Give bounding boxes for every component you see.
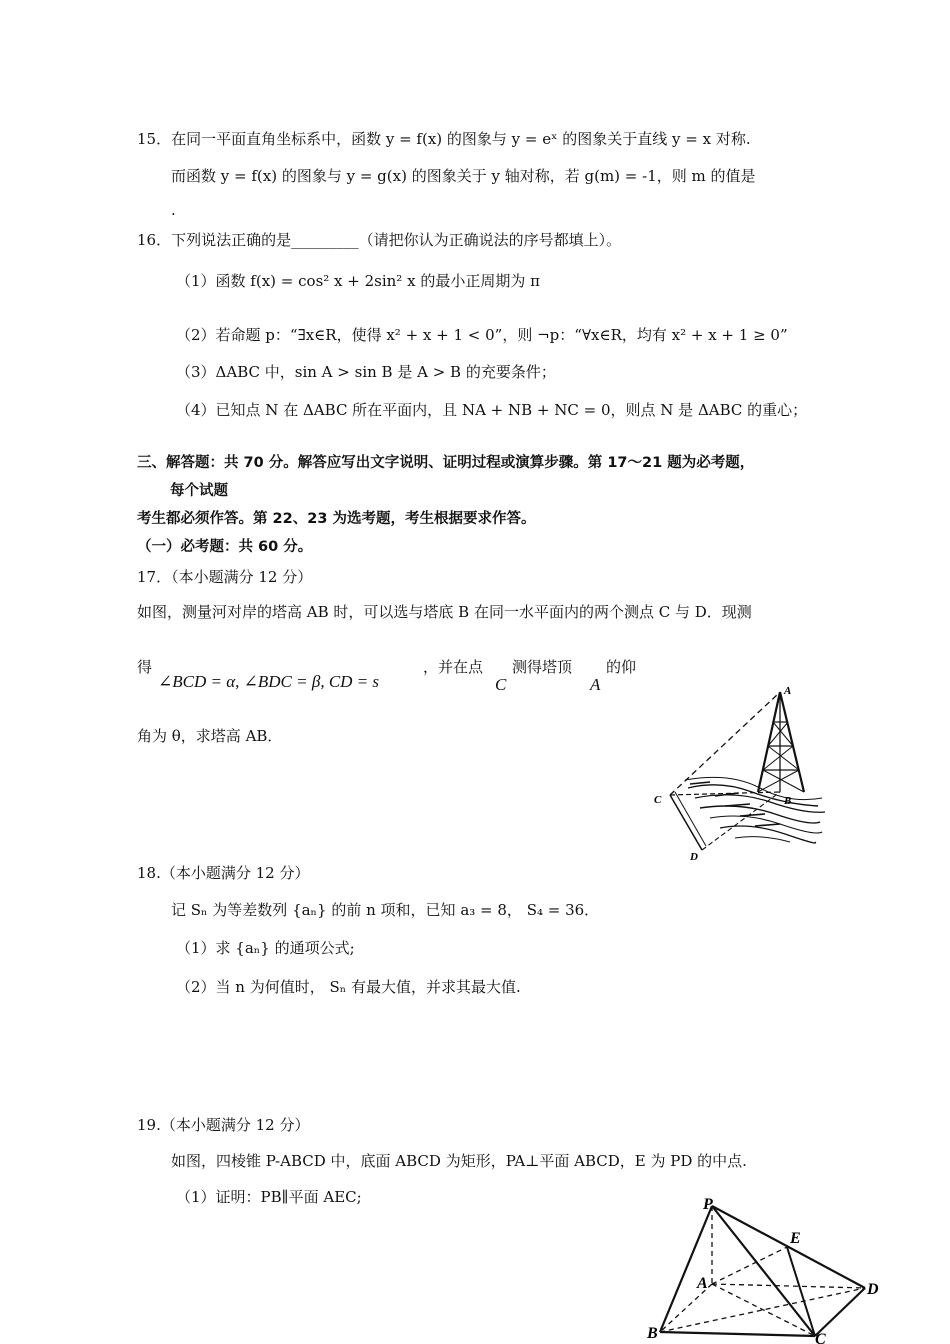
q17-fig-label-a: A [784, 685, 792, 697]
q16-item-4: （4）已知点 N 在 ΔABC 所在平面内，且 NA + NB + NC = 0，则点 N 是 ΔABC 的重心； [176, 401, 808, 419]
q15-line-3: . [171, 201, 176, 219]
q17-title: 17．（本小题满分 12 分） [137, 568, 313, 586]
q17-line-2-tower-top: 测得塔顶 [512, 658, 573, 676]
q17-line-2-mid: ，并在点 [423, 658, 484, 676]
q17-point-a: A [590, 675, 601, 694]
q19-title: 19.（本小题满分 12 分） [137, 1116, 310, 1134]
q15-line-2: 而函数 y = f(x) 的图象与 y = g(x) 的图象关于 y 轴对称，若 g(m) = -1，则 m 的值是 [171, 167, 756, 185]
q17-fig-label-b: B [784, 795, 792, 807]
q17-angle-formula: ∠BCD = α, ∠BDC = β, CD = s [158, 672, 380, 691]
q17-point-c: C [495, 675, 507, 694]
section-3-heading-line-2: 每个试题 [170, 483, 228, 499]
q19-fig-label-p: P [703, 1196, 713, 1213]
q19-fig-label-b: B [647, 1325, 658, 1342]
q16-item-3: （3）ΔABC 中，sin A > sin B 是 A > B 的充要条件； [176, 363, 556, 381]
section-3-heading-line-1: 三、解答题：共 70 分。解答应写出文字说明、证明过程或演算步骤。第 17～21 题为必考题， [137, 455, 755, 471]
section-3-heading-line-3: 考生都必须作答。第 22、23 为选考题，考生根据要求作答。 [137, 511, 536, 527]
q19-fig-label-c: C [815, 1331, 826, 1344]
q17-line-2-start: 得 [137, 658, 153, 676]
q16-item-1: （1）函数 f(x) = cos² x + 2sin² x 的最小正周期为 π [176, 272, 540, 290]
q17-line-2-end: 的仰 [606, 658, 637, 676]
q17-line-1: 如图，测量河对岸的塔高 AB 时，可以选与塔底 B 在同一水平面内的两个测点 C 与 D．现测 [137, 603, 752, 621]
q17-tower-figure [640, 680, 840, 870]
q16-stem: 16．下列说法正确的是_________（请把你认为正确说法的序号都填上）。 [137, 231, 622, 249]
q18-part-2: （2）当 n 为何值时， Sₙ 有最大值，并求其最大值. [176, 978, 521, 996]
q18-stem: 记 Sₙ 为等差数列 {aₙ} 的前 n 项和，已知 a₃ = 8， S₄ = 36． [171, 901, 600, 919]
q17-fig-label-c: C [654, 794, 662, 806]
q19-part-1: （1）证明：PB∥平面 AEC; [176, 1188, 362, 1206]
q17-line-3: 角为 θ，求塔高 AB． [137, 727, 283, 745]
q19-fig-label-a: A [697, 1275, 708, 1292]
q17-fig-label-d: D [690, 851, 698, 863]
q19-fig-label-d: D [867, 1281, 879, 1298]
q19-stem: 如图，四棱锥 P-ABCD 中，底面 ABCD 为矩形，PA⊥平面 ABCD，E 为 PD 的中点. [171, 1152, 747, 1170]
q15-line-1: 15．在同一平面直角坐标系中，函数 y = f(x) 的图象与 y = eˣ 的图象关于直线 y = x 对称. [137, 130, 751, 148]
q19-pyramid-figure [645, 1190, 890, 1344]
q18-part-1: （1）求 {aₙ} 的通项公式; [176, 939, 355, 957]
q18-title: 18.（本小题满分 12 分） [137, 864, 310, 882]
q16-item-2: （2）若命题 p：“∃x∈R，使得 x² + x + 1 < 0”，则 ¬p：“∀x∈R，均有 x² + x + 1 ≥ 0” [176, 326, 788, 344]
section-3-subheading: （一）必考题：共 60 分。 [137, 539, 313, 555]
q19-fig-label-e: E [790, 1230, 801, 1247]
